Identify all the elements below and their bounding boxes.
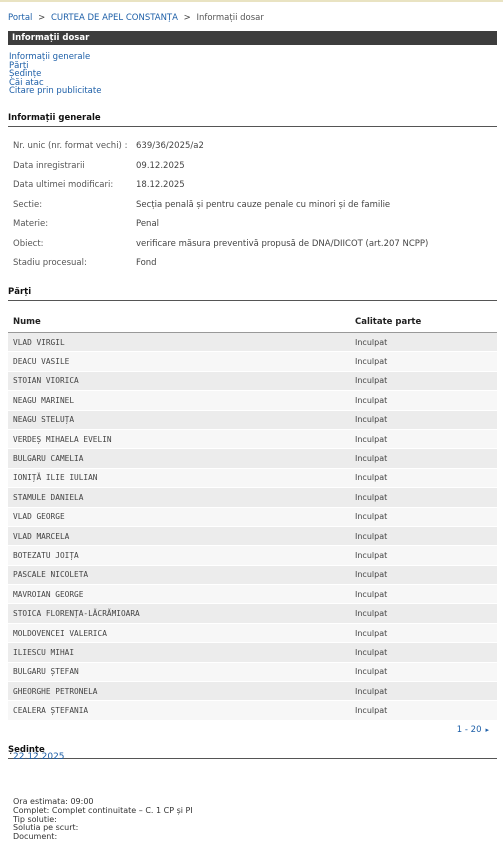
party-name: BOTEZATU JOIȚA (8, 546, 350, 565)
party-row (8, 429, 497, 448)
party-role: Inculpat (350, 604, 497, 623)
breadcrumb (8, 13, 264, 23)
nav-link-general-info[interactable]: Informații generale (9, 52, 91, 62)
party-name: NEAGU MARINEL (8, 391, 350, 410)
info-value: 639/36/2025/a2 (136, 141, 204, 151)
breadcrumb-portal-link[interactable]: Portal (8, 13, 33, 23)
info-row (13, 219, 428, 239)
column-header-role: Calitate parte (350, 316, 497, 333)
party-name: BULGARU CAMELIA (8, 449, 350, 468)
info-row (13, 161, 428, 181)
party-name: STOICA FLORENȚA-LĂCRĂMIOARA (8, 604, 350, 623)
party-role: Inculpat (350, 585, 497, 604)
parties-header-row (8, 316, 497, 333)
party-role: Inculpat (350, 429, 497, 448)
info-value: Penal (136, 219, 160, 229)
breadcrumb-court-link[interactable]: CURTEA DE APEL CONSTANȚA (50, 13, 178, 23)
party-name: BULGARU ȘTEFAN (8, 662, 350, 681)
party-row (8, 449, 497, 468)
party-name: NEAGU STELUȚA (8, 410, 350, 429)
general-info-heading: Informații generale (8, 113, 497, 127)
nav-link-appeals[interactable]: Căi atac (9, 77, 44, 88)
next-page-icon[interactable]: ▸ (485, 726, 489, 734)
session-date-link[interactable]: 22.12.2025 (13, 752, 65, 762)
info-value: verificare măsura preventivă propusă de DNA/DIICOT (art.207 NCPP) (136, 238, 429, 249)
party-name: VLAD GEORGE (8, 507, 350, 526)
info-label: Sectie: (13, 199, 43, 210)
party-role: Inculpat (350, 565, 497, 584)
party-row (8, 546, 497, 565)
party-row (8, 468, 497, 487)
party-name: ILIESCU MIHAI (8, 643, 350, 662)
info-label: Stadiu procesual: (13, 258, 87, 268)
info-value: Fond (136, 258, 157, 268)
page-title-bar: Informații dosar (8, 31, 497, 45)
party-row (8, 701, 497, 720)
party-row (8, 585, 497, 604)
pagination (457, 725, 489, 735)
info-label: Data inregistrarii (13, 160, 85, 171)
party-name: STAMULE DANIELA (8, 488, 350, 507)
party-role: Inculpat (350, 701, 497, 720)
session-solution-summary: Solutia pe scurt: (13, 823, 79, 833)
info-value: 09.12.2025 (136, 160, 185, 171)
parties-heading: Părți (8, 287, 497, 301)
breadcrumb-current: Informații dosar (196, 13, 264, 23)
nav-link-sessions[interactable]: Ședințe (9, 69, 42, 80)
party-row (8, 682, 497, 701)
party-role: Inculpat (350, 643, 497, 662)
party-row (8, 565, 497, 584)
party-name: MOLDOVENCEI VALERICA (8, 623, 350, 642)
party-role: Inculpat (350, 333, 497, 352)
party-name: PASCALE NICOLETA (8, 565, 350, 584)
column-header-name: Nume (8, 316, 350, 333)
nav-link-public-summons[interactable]: Citare prin publicitate (9, 86, 102, 97)
session-panel: Complet: Complet continuitate – C. 1 CP și PI (13, 805, 193, 815)
info-row (13, 258, 428, 278)
party-role: Inculpat (350, 449, 497, 468)
session-document: Document: (13, 832, 58, 842)
party-name: VLAD MARCELA (8, 526, 350, 545)
party-row (8, 333, 497, 352)
pagination-range: 1 - 20 (456, 725, 482, 735)
party-name: STOIAN VIORICA (8, 371, 350, 390)
party-name: IONIȚĂ ILIE IULIAN (8, 468, 350, 487)
session-solution-type: Tip solutie: (13, 814, 57, 824)
party-row (8, 662, 497, 681)
party-role: Inculpat (350, 371, 497, 390)
party-role: Inculpat (350, 682, 497, 701)
session-details (13, 798, 193, 842)
party-row (8, 371, 497, 390)
party-name: CEALERA ȘTEFANIA (8, 701, 350, 720)
general-info-table (13, 141, 428, 278)
info-row (13, 239, 428, 259)
party-row (8, 604, 497, 623)
party-role: Inculpat (350, 526, 497, 545)
party-role: Inculpat (350, 488, 497, 507)
party-row (8, 352, 497, 371)
info-row (13, 141, 428, 161)
info-row (13, 200, 428, 220)
breadcrumb-separator: > (38, 13, 46, 23)
party-row (8, 391, 497, 410)
party-row (8, 623, 497, 642)
party-role: Inculpat (350, 352, 497, 371)
parties-table (8, 316, 497, 721)
top-border (0, 0, 503, 2)
party-name: GHEORGHE PETRONELA (8, 682, 350, 701)
nav-link-parties[interactable]: Părți (9, 60, 29, 71)
party-row (8, 410, 497, 429)
party-role: Inculpat (350, 546, 497, 565)
party-name: DEACU VASILE (8, 352, 350, 371)
party-role: Inculpat (350, 410, 497, 429)
info-value: Secția penală și pentru cauze penale cu minori și de familie (136, 199, 391, 210)
party-role: Inculpat (350, 468, 497, 487)
breadcrumb-separator: > (183, 13, 191, 23)
party-row (8, 643, 497, 662)
party-role: Inculpat (350, 662, 497, 681)
info-label: Data ultimei modificari: (13, 180, 114, 190)
party-name: VLAD VIRGIL (8, 333, 350, 352)
party-name: VERDEȘ MIHAELA EVELIN (8, 429, 350, 448)
party-row (8, 507, 497, 526)
party-role: Inculpat (350, 391, 497, 410)
sessions-heading: Ședințe (8, 745, 497, 759)
info-label: Materie: (13, 219, 49, 229)
party-role: Inculpat (350, 507, 497, 526)
info-value: 18.12.2025 (136, 180, 185, 190)
party-role: Inculpat (350, 623, 497, 642)
info-label: Obiect: (13, 238, 44, 249)
party-row (8, 488, 497, 507)
info-label: Nr. unic (nr. format vechi) : (13, 141, 128, 151)
session-estimated-time: Ora estimata: 09:00 (13, 797, 94, 806)
info-row (13, 180, 428, 200)
party-row (8, 526, 497, 545)
party-name: MAVROIAN GEORGE (8, 585, 350, 604)
section-nav (9, 53, 101, 96)
